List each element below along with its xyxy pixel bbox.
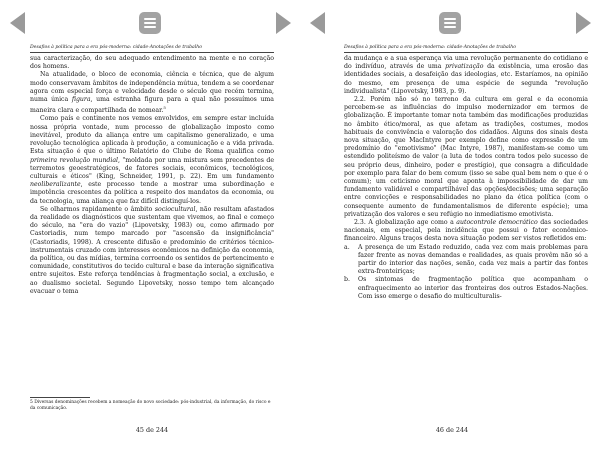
menu-icon[interactable]: [139, 12, 161, 34]
arrow-left-icon[interactable]: [10, 12, 25, 34]
arrow-left-icon[interactable]: [310, 12, 325, 34]
footnote-rule: [30, 397, 90, 398]
footnote: 5 Diversas denominações recebem a nomeação do novo sociedade: pós-industrial, da informação, do risco e da comunicação.: [30, 400, 271, 411]
paragraph: Como país e continente nos vemos envolvidos, em sempre estar incluída nossa própria vontade, num processo de globalização imposto como inevitável, produto da aliança entre um capitalismo generalizado, e uma revolução tecnológica aplicada à produção, a comunicação e a vida privada. Esta situação é que o último Relatório do Clube de Roma qualifica como primeira revolução mundial, "moldada por uma mistura sem precedentes de terremotos geoestratégicos, de fatores sociais, econômicos, tecnológicos, culturais e éticos" (King, Schneider, 1991, p. 22). Em um fundamento neoliberalizante, este processo tende a mostrar uma subordinação e impotência crescentes da política a respeito dos mandatos da economia, ou da tecnologia, uma aliança que faz difícil distinguí-los.: [30, 115, 274, 205]
header-rule: [344, 52, 588, 53]
list-item: b. Os sintomas de fragmentação política que acompanham o enfraquecimento ao interior das fronteiras dos outros Estados-Nações. Com isso emerge o desafio do multiculturalis-: [344, 276, 588, 300]
paragraph: Se olharmos rapidamente o âmbito sociocultural, não resultam afastados da realidade os diagnósticos que sustentam que vivemos, ao final e começo do século, na "era do vazio" (Lipovetsky, 1983) ou, como afirmado por Castoriadis, num tempo marcado por "ascensão da insignificância" (Castoriadis, 1998). A crescente difusão e predomínio de critérios técnico-instrumentais cruzado com interesses econômicos na definição da economia, da política, ou das mídias, termina corroendo os sentidos de pertencimento e comunidade, constitutivos do tecido cultural e base da interação significativa entre sujeitos. Este reforça tendências à fragmentação social, a exclusão, e ao dualismo societal. Segundo Lipovetsky, nosso tempo tem alcançado evacuar o tema: [30, 205, 275, 295]
running-title: Desafios à política para a era pós-moderna: cidade-Anotações de trabalho: [30, 45, 202, 50]
running-title: Desafios à política para a era pós-moderna: cidade-Anotações de trabalho: [344, 45, 516, 50]
left-body: [30, 55, 274, 296]
header-rule: [30, 52, 274, 53]
right-body: [344, 55, 588, 301]
arrow-right-icon[interactable]: [276, 12, 291, 34]
menu-icon[interactable]: [439, 12, 461, 34]
page-number: 46 de 244: [435, 426, 469, 434]
list-item: a. A presença de um Estado reduzido, cada vez com mais problemas para fazer frente as novas demandas e realidades, as quais provêm não só a partir do interior das nações, senão, cada vez mais a partir das fontes extra-fronteiriças;: [344, 243, 588, 276]
right-page: [300, 0, 600, 450]
paragraph: 2.3. A globalização age como a autocontrole democrático das sociedades nacionais, em especial, pela incidência que possui o fator econômico-financeiro. Alguns traços desta nova situação podem ser vistos refletidos em:: [344, 219, 589, 243]
paragraph: sua caracterização, do seu adequado entendimento na mente e no coração dos homens.: [30, 55, 274, 71]
page-number: 45 de 244: [135, 426, 169, 434]
paragraph: da mudança e a sua esperança via uma revolução permanente do cotidiano e do indivíduo, através de uma privatização da existência, uma erosão das identidades sociais, a desafeição das ideologias, etc. Estaríamos, na opinião do mesmo, em presença de uma espécie de segunda "revolução individualista" (Lipovetsky, 1983, p. 9).: [344, 55, 589, 95]
arrow-right-icon[interactable]: [576, 12, 591, 34]
paragraph: 2.2. Porém não só no terreno da cultura em geral e da economia percebem-se as influências do impulso modernizador em termos de globalização. É importante tomar nota também das modificações produzidas no âmbito ético/moral, as que afetam as tradições, costumes, modos habituais de convivência e valoração dos cidadãos. Alguns dos sinais desta nova situação, que MacIntyre por exemplo define como expressão de um predomínio do "emotivismo" (Mac Intyre, 1987), manifestam-se como um estendido politeísmo de valor (a luta de todos contra todos pelo sucesso de seu próprio deus, dinheiro, poder e prestígio), que consagra a dificuldade por exemplo para falar do bem comum (isso se sabe qual bem nem o que é o comum); um ceticismo moral que aponta à impossibilidade de dar um fundamento validável e compartilhável das opções/decisões; uma separação entre convicções e responsabilidades no plano da ética política (com o consequente aumento de fundamentalismos de diferente espécie); uma privatização dos valores e seu refúgio no inmediatismo emotivista.: [344, 96, 588, 218]
paragraph: Na atualidade, o bloco de economia, ciência e técnica, que de algum modo conservavam âmbitos de independência mútua, tendem a se coordenar agora com especial força e velocidade desde o século que recém termina, numa única figura, uma estranha figura para a qual não possuímos uma maneira clara e compartilhada de nomear.$^5$: [30, 71, 274, 115]
